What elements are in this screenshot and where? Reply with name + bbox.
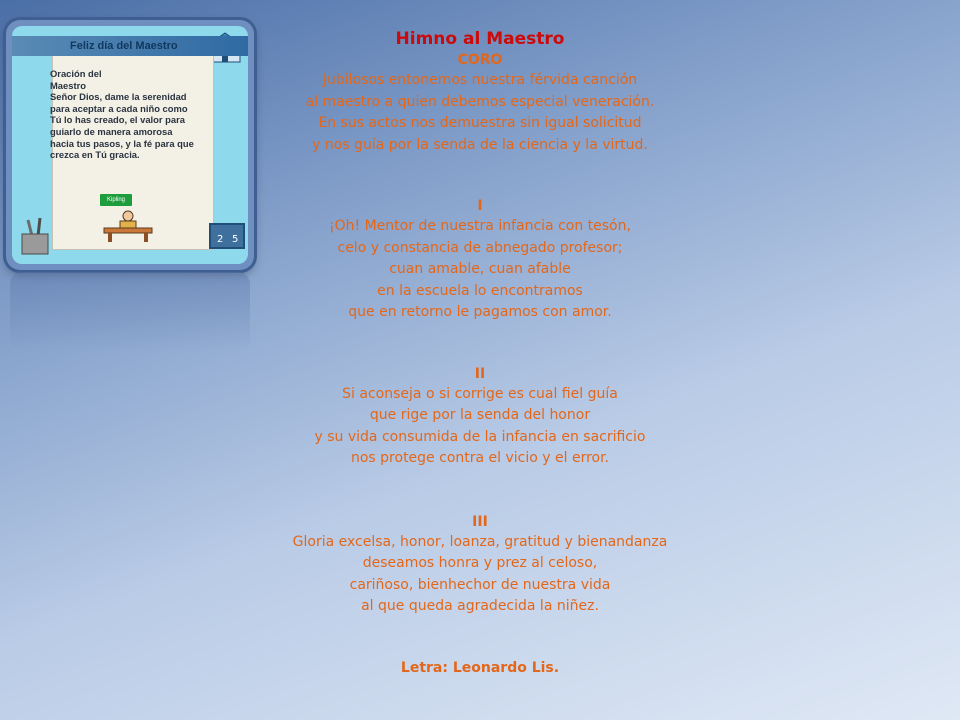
stanza-line: En sus actos nos demuestra sin igual solicitud xyxy=(318,115,642,131)
stanza-line: que rige por la senda del honor xyxy=(369,407,591,423)
stanza-coro xyxy=(250,50,710,156)
spacer xyxy=(250,470,710,512)
spacer xyxy=(250,156,710,196)
stanza-line: y nos guía por la senda de la ciencia y la virtud. xyxy=(312,136,648,153)
stanza-label: CORO xyxy=(457,52,503,68)
stanza-line: y su vida consumida de la infancia en sacrificio xyxy=(314,428,646,445)
card-background xyxy=(12,26,248,264)
card-sign: Kipling xyxy=(100,194,132,206)
stanza-line: en la escuela lo encontramos xyxy=(377,282,583,299)
stanza-1 xyxy=(250,196,710,324)
stanza-line: ¡Oh! Mentor de nuestra infancia con tesón, xyxy=(329,218,631,234)
stanza-line: al maestro a quien debemos especial veneración. xyxy=(305,93,655,110)
stanza-line: Jubilosos entonemos nuestra férvida canción xyxy=(322,72,638,88)
spacer xyxy=(250,324,710,364)
stanza-line: cuan amable, cuan afable xyxy=(389,261,571,277)
svg-text:5: 5 xyxy=(232,234,239,245)
author-credit: Letra: Leonardo Lis. xyxy=(400,659,560,676)
stanza-line: que en retorno le pagamos con amor. xyxy=(348,304,612,320)
chalkboard-icon xyxy=(208,222,246,252)
stanza-2 xyxy=(250,364,710,470)
card-prayer-text: Oración del Maestro Señor Dios, dame la serenidad para aceptar a cada niño como Tú lo has creado, el valor para guiarlo de manera amorosa hacia tus pasos, y la fé para que crezca en Tú gracia. xyxy=(50,68,194,161)
stanza-label: I xyxy=(477,198,483,214)
stanza-label: II xyxy=(474,365,486,382)
stanza-label: III xyxy=(472,513,488,530)
stanza-line: Gloria excelsa, honor, loanza, gratitud y bienandanza xyxy=(292,533,668,550)
stanza-3 xyxy=(250,512,710,618)
hymn-text xyxy=(250,28,710,678)
hymn-title: Himno al Maestro xyxy=(395,29,565,49)
card-title: Feliz día del Maestro xyxy=(70,40,178,52)
pencil-cup-icon xyxy=(18,216,52,256)
stanza-line: al que queda agradecida la niñez. xyxy=(361,598,599,614)
stanza-line: nos protege contra el vicio y el error. xyxy=(350,450,610,466)
stanza-line: Si aconseja o si corrige es cual fiel guía xyxy=(342,385,618,402)
spacer xyxy=(250,618,710,658)
card-reflection xyxy=(10,272,250,352)
greeting-card-image xyxy=(6,20,254,270)
svg-text:2: 2 xyxy=(217,234,224,245)
stanza-line: celo y constancia de abnegado profesor; xyxy=(337,239,623,256)
student-at-desk-icon xyxy=(94,210,162,242)
stanza-line: deseamos honra y prez al celoso, xyxy=(362,555,598,571)
stanza-line: cariñoso, bienhechor de nuestra vida xyxy=(349,576,611,593)
